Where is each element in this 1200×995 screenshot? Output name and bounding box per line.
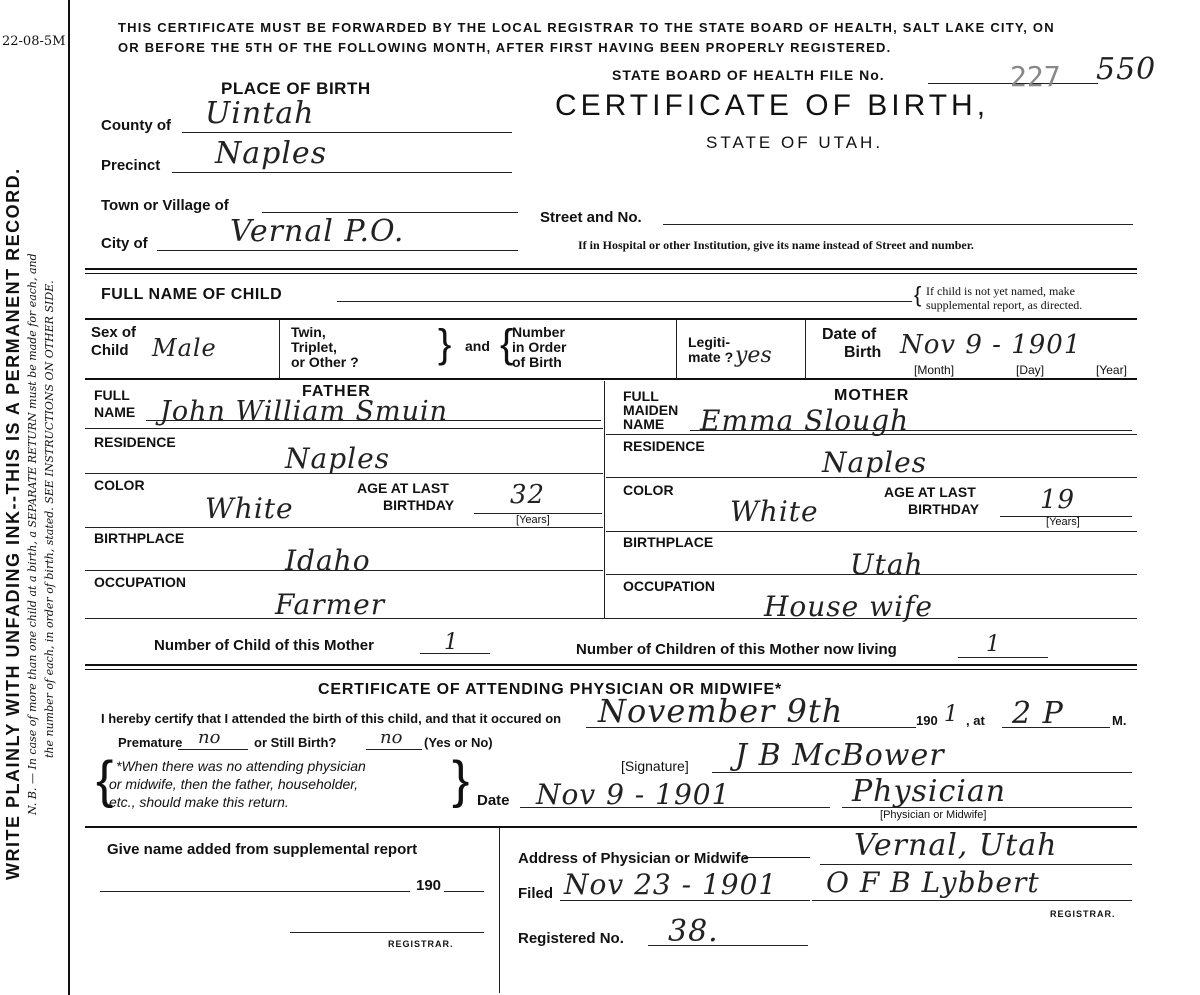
twin-label-1: Twin, xyxy=(291,324,326,340)
occurred-year-hand: 1 xyxy=(944,702,958,727)
father-years-text: Years xyxy=(519,514,547,526)
mother-maiden-label: MAIDEN xyxy=(623,402,679,418)
not-named-note-1: If child is not yet named, make xyxy=(926,284,1075,298)
day-caption: [Day] xyxy=(1016,363,1045,377)
legit-label-1: Legiti- xyxy=(688,334,730,350)
nb-note-line-1: N. B. — In case of more than one child at a birth, a SEPARATE RETURN must be made for each, and xyxy=(26,253,39,815)
divider-sex xyxy=(279,320,280,378)
premature-label: Premature xyxy=(118,735,183,750)
birth-date-value: Nov 9 - 1901 xyxy=(900,330,1082,360)
file-no-label: STATE BOARD OF HEALTH FILE No. xyxy=(612,67,885,83)
legit-value: yes xyxy=(735,343,772,368)
city-label: City of xyxy=(101,235,148,252)
not-named-note-2: supplemental report, as directed. xyxy=(926,298,1083,312)
physician-heading: CERTIFICATE OF ATTENDING PHYSICIAN OR MIDWIFE* xyxy=(318,681,783,698)
file-no-stamped: 227 xyxy=(1010,60,1061,93)
registrar-signature: O F B Lybbert xyxy=(826,866,1040,899)
father-name-label: NAME xyxy=(94,404,136,420)
supp-registrar-line xyxy=(290,932,484,933)
father-occupation-label: OCCUPATION xyxy=(94,574,187,590)
mother-color-label: COLOR xyxy=(623,482,674,498)
address-label: Address of Physician or Midwife xyxy=(518,850,749,867)
rule-below-counts xyxy=(85,664,1137,670)
mother-age-label-2: BIRTHDAY xyxy=(908,501,980,517)
twin-brace: } xyxy=(438,322,452,366)
physician-title-caption: [Physician or Midwife] xyxy=(880,809,987,821)
still-birth-value: no xyxy=(380,727,403,748)
mother-name-value: Emma Slough xyxy=(700,404,910,437)
mother-row1-rule xyxy=(606,434,1137,435)
premature-value: no xyxy=(198,727,221,748)
m-label: M. xyxy=(1112,713,1127,728)
note-line-1: *When there was no attending physician xyxy=(116,758,366,774)
address-value: Vernal, Utah xyxy=(854,828,1058,863)
note-line-2: or midwife, then the father, householder, xyxy=(109,776,359,792)
father-color-label: COLOR xyxy=(94,477,145,493)
precinct-value: Naples xyxy=(215,136,328,171)
margin-rule xyxy=(68,0,70,995)
physician-title-value: Physician xyxy=(852,774,1007,809)
father-years-caption: [Years] xyxy=(516,514,550,526)
living-line xyxy=(958,657,1048,658)
mother-birthplace-value: Utah xyxy=(850,548,924,581)
nb-note-line-2: the number of each, in order of birth, stated. SEE INSTRUCTIONS ON OTHER SIDE. xyxy=(43,280,56,758)
sex-label-2: Child xyxy=(91,342,129,359)
place-of-birth-heading: PLACE OF BIRTH xyxy=(221,79,371,98)
sex-label-1: Sex of xyxy=(91,324,137,341)
order-label-2: in Order xyxy=(512,339,567,355)
yes-no-hint: (Yes or No) xyxy=(424,735,493,750)
living-value: 1 xyxy=(986,632,1000,657)
city-line xyxy=(157,250,518,251)
note-line-3: etc., should make this return. xyxy=(109,794,289,810)
signature-value: J B McBower xyxy=(735,738,945,773)
rule-above-counts xyxy=(85,618,1137,619)
mother-row4-rule xyxy=(606,574,1137,575)
county-label: County of xyxy=(101,117,171,134)
father-full-label: FULL xyxy=(94,387,130,403)
mother-heading: MOTHER xyxy=(834,387,910,404)
forwarding-notice-2: OR BEFORE THE 5TH OF THE FOLLOWING MONTH, AFTER FIRST HAVING BEEN PROPERLY REGISTERED. xyxy=(118,40,892,55)
city-value: Vernal P.O. xyxy=(230,214,405,249)
at-label: , at xyxy=(966,713,985,728)
mother-occupation-value: House wife xyxy=(764,590,934,623)
twin-label-3: or Other ? xyxy=(291,354,359,370)
child-number-label: Number of Child of this Mother xyxy=(154,637,374,654)
father-row2-rule xyxy=(85,473,603,474)
brace-not-named: { xyxy=(914,282,922,307)
living-label: Number of Children of this Mother now living xyxy=(576,641,897,658)
county-line xyxy=(182,132,512,133)
and-label: and xyxy=(465,338,490,354)
filed-value: Nov 23 - 1901 xyxy=(564,868,778,901)
note-brace-left: { xyxy=(96,751,114,809)
mother-age-label-1: AGE AT LAST xyxy=(884,484,976,500)
filed-label: Filed xyxy=(518,885,554,902)
month-caption-text: Month xyxy=(917,363,951,377)
note-brace-right: } xyxy=(452,751,470,809)
still-birth-line xyxy=(366,749,422,750)
mother-row3-rule xyxy=(606,531,1137,532)
supp-year-line xyxy=(444,891,484,892)
supplemental-label: Give name added from supplemental report xyxy=(107,841,418,858)
midwife-strike xyxy=(744,857,810,858)
street-line xyxy=(663,224,1133,225)
mother-occupation-label: OCCUPATION xyxy=(623,578,716,594)
divider-legit xyxy=(805,320,806,378)
father-residence-value: Naples xyxy=(285,442,391,475)
precinct-label: Precinct xyxy=(101,157,161,174)
rule-child-row-top xyxy=(85,318,1137,320)
registrar-left-caption: REGISTRAR. xyxy=(388,939,454,949)
sex-value: Male xyxy=(152,334,217,362)
father-residence-label: RESIDENCE xyxy=(94,434,176,450)
supp-year: 190 xyxy=(416,877,442,894)
sign-date-label: Date xyxy=(477,792,510,809)
order-label-1: Number xyxy=(512,324,565,340)
child-name-label: FULL NAME OF CHILD xyxy=(101,286,283,303)
time-value: 2 P xyxy=(1012,696,1064,731)
legit-label-2: mate ? xyxy=(688,349,734,365)
father-name-value: John William Smuin xyxy=(160,396,449,427)
mother-residence-value: Naples xyxy=(822,446,928,479)
precinct-line xyxy=(172,172,512,173)
premature-line xyxy=(178,749,248,750)
order-brace: { xyxy=(500,322,514,366)
registered-label: Registered No. xyxy=(518,930,624,947)
child-name-line xyxy=(337,301,912,302)
father-age-label-1: AGE AT LAST xyxy=(357,480,449,496)
town-line xyxy=(262,212,518,213)
certify-text: I hereby certify that I attended the birth of this child, and that it occured on xyxy=(101,711,562,726)
father-birthplace-value: Idaho xyxy=(285,544,371,577)
street-label: Street and No. xyxy=(540,209,642,226)
mother-age-value: 19 xyxy=(1040,485,1076,515)
date-label-1: Date of xyxy=(822,326,877,343)
supp-name-line xyxy=(100,891,410,892)
registrar-sign-line xyxy=(812,900,1132,901)
father-row1-rule xyxy=(85,428,603,429)
still-birth-label: or Still Birth? xyxy=(254,735,337,750)
father-heading: FATHER xyxy=(302,383,371,400)
father-age-label-2: BIRTHDAY xyxy=(383,497,455,513)
twin-label-2: Triplet, xyxy=(291,339,337,355)
forwarding-notice-1: THIS CERTIFICATE MUST BE FORWARDED BY THE LOCAL REGISTRAR TO THE STATE BOARD OF HEALTH, SALT LAKE CITY, ON xyxy=(118,20,1055,35)
rule-child-row-bottom xyxy=(85,378,1137,380)
sign-date-value: Nov 9 - 1901 xyxy=(536,778,731,811)
registered-value: 38. xyxy=(668,914,719,949)
divider-order xyxy=(676,320,677,378)
rule-above-child xyxy=(85,268,1137,274)
year-caption: [Year] xyxy=(1096,363,1127,377)
town-label: Town or Village of xyxy=(101,197,229,214)
certificate-subtitle: STATE OF UTAH. xyxy=(706,133,884,152)
mother-full-label: FULL xyxy=(623,388,659,404)
mother-row2-rule xyxy=(606,477,1137,478)
permanent-record-text: WRITE PLAINLY WITH UNFADING INK--THIS IS A PERMANENT RECORD. xyxy=(3,167,23,880)
father-age-value: 32 xyxy=(510,480,546,510)
physician-title-caption-text: Physician or Midwife xyxy=(883,809,984,821)
order-label-3: of Birth xyxy=(512,354,562,370)
occurred-date-value: November 9th xyxy=(598,692,844,730)
occurred-year-prefix: 190 xyxy=(916,713,938,728)
parents-divider xyxy=(604,381,605,619)
file-no-handwritten: 550 xyxy=(1096,52,1157,87)
child-number-value: 1 xyxy=(444,630,458,655)
hospital-note: If in Hospital or other Institution, give its name instead of Street and number. xyxy=(578,238,974,252)
mother-birthplace-label: BIRTHPLACE xyxy=(623,534,714,550)
father-birthplace-label: BIRTHPLACE xyxy=(94,530,185,546)
address-line xyxy=(820,864,1132,865)
form-code: 22-08-5M xyxy=(2,34,66,49)
county-value: Uintah xyxy=(205,96,315,131)
registrar-right-caption: REGISTRAR. xyxy=(1050,909,1116,919)
certificate-title: CERTIFICATE OF BIRTH, xyxy=(555,89,990,122)
signature-label: [Signature] xyxy=(621,758,689,774)
father-occupation-value: Farmer xyxy=(275,588,386,621)
father-color-value: White xyxy=(205,492,294,525)
date-label-2: Birth xyxy=(844,344,882,361)
month-caption: [Month] xyxy=(914,363,955,377)
mother-years-text: Years xyxy=(1049,516,1077,528)
mother-years-caption: [Years] xyxy=(1046,516,1080,528)
father-row4-rule xyxy=(85,570,603,571)
mother-color-value: White xyxy=(730,495,819,528)
year-caption-text: Year xyxy=(1099,363,1124,377)
day-caption-text: Day xyxy=(1019,363,1041,377)
father-row3-rule xyxy=(85,527,603,528)
mother-name-label: NAME xyxy=(623,416,665,432)
mother-residence-label: RESIDENCE xyxy=(623,438,705,454)
